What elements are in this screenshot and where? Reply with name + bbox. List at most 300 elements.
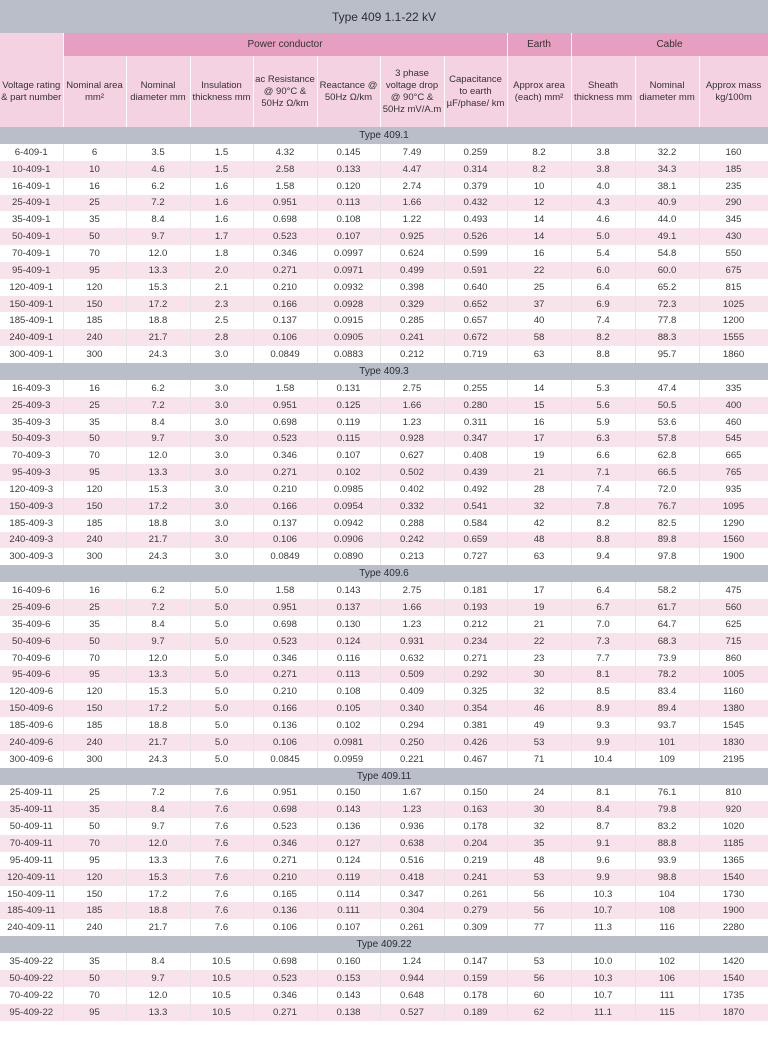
- table-cell: 0.0906: [317, 532, 380, 549]
- table-cell: 70: [63, 987, 126, 1004]
- table-cell: 9.9: [571, 734, 635, 751]
- table-cell: 0.153: [317, 970, 380, 987]
- table-cell: 0.181: [444, 582, 507, 599]
- table-cell: 16: [507, 245, 571, 262]
- section-header-row: [0, 768, 768, 785]
- table-cell: 0.212: [380, 346, 444, 363]
- table-row: [0, 666, 768, 683]
- table-cell: 5.3: [571, 380, 635, 397]
- table-cell: 35: [63, 211, 126, 228]
- table-cell: 5.0: [190, 683, 253, 700]
- table-cell: 150-409-11: [0, 886, 63, 903]
- table-cell: 16: [63, 178, 126, 195]
- table-cell: 0.294: [380, 717, 444, 734]
- table-cell: 300-409-6: [0, 751, 63, 768]
- table-cell: 9.7: [126, 431, 190, 448]
- table-cell: 0.119: [317, 414, 380, 431]
- table-cell: 8.4: [571, 801, 635, 818]
- table-cell: 8.5: [571, 683, 635, 700]
- table-cell: 120: [63, 683, 126, 700]
- table-cell: 0.147: [444, 953, 507, 970]
- table-cell: 21.7: [126, 532, 190, 549]
- table-cell: 5.0: [190, 582, 253, 599]
- table-cell: 53: [507, 869, 571, 886]
- table-cell: 93.7: [635, 717, 699, 734]
- table-cell: 240-409-11: [0, 919, 63, 936]
- table-cell: 1545: [699, 717, 768, 734]
- table-cell: 0.131: [317, 380, 380, 397]
- table-cell: 0.591: [444, 262, 507, 279]
- table-cell: 185: [63, 312, 126, 329]
- table-cell: 0.137: [253, 515, 317, 532]
- table-cell: 5.0: [190, 700, 253, 717]
- table-cell: 675: [699, 262, 768, 279]
- table-cell: 0.523: [253, 970, 317, 987]
- table-cell: 8.4: [126, 953, 190, 970]
- table-cell: 2195: [699, 751, 768, 768]
- table-cell: 0.311: [444, 414, 507, 431]
- table-cell: 0.698: [253, 616, 317, 633]
- table-cell: 1900: [699, 902, 768, 919]
- table-cell: 8.4: [126, 801, 190, 818]
- table-cell: 0.204: [444, 835, 507, 852]
- table-cell: 0.627: [380, 447, 444, 464]
- table-cell: 47.4: [635, 380, 699, 397]
- table-cell: 0.219: [444, 852, 507, 869]
- table-cell: 8.7: [571, 818, 635, 835]
- table-cell: 6.0: [571, 262, 635, 279]
- table-cell: 0.931: [380, 633, 444, 650]
- table-cell: 95-409-3: [0, 464, 63, 481]
- table-cell: 16-409-6: [0, 582, 63, 599]
- table-row: [0, 245, 768, 262]
- table-row: [0, 633, 768, 650]
- table-cell: 4.32: [253, 144, 317, 161]
- column-header: Nominal area mm²: [63, 56, 126, 127]
- table-cell: 93.9: [635, 852, 699, 869]
- table-cell: 7.6: [190, 886, 253, 903]
- table-cell: 3.0: [190, 431, 253, 448]
- table-cell: 0.309: [444, 919, 507, 936]
- table-cell: 10.4: [571, 751, 635, 768]
- table-cell: 0.124: [317, 852, 380, 869]
- table-cell: 2280: [699, 919, 768, 936]
- table-cell: 19: [507, 599, 571, 616]
- table-cell: 0.332: [380, 498, 444, 515]
- table-cell: 0.138: [317, 1004, 380, 1021]
- table-cell: 240-409-3: [0, 532, 63, 549]
- table-cell: 12.0: [126, 245, 190, 262]
- table-cell: 70: [63, 835, 126, 852]
- table-cell: 150-409-3: [0, 498, 63, 515]
- table-cell: 3.0: [190, 397, 253, 414]
- table-cell: 2.74: [380, 178, 444, 195]
- table-cell: 0.325: [444, 683, 507, 700]
- table-cell: 0.346: [253, 447, 317, 464]
- table-cell: 5.0: [190, 666, 253, 683]
- table-cell: 0.329: [380, 296, 444, 313]
- table-cell: 0.951: [253, 785, 317, 802]
- table-cell: 7.2: [126, 599, 190, 616]
- table-cell: 1.7: [190, 228, 253, 245]
- table-cell: 89.8: [635, 532, 699, 549]
- table-row: [0, 447, 768, 464]
- table-row: [0, 835, 768, 852]
- table-cell: 0.210: [253, 481, 317, 498]
- table-cell: 7.6: [190, 852, 253, 869]
- table-cell: 5.0: [190, 717, 253, 734]
- table-cell: 40.9: [635, 195, 699, 212]
- table-cell: 15: [507, 397, 571, 414]
- table-cell: 120-409-11: [0, 869, 63, 886]
- table-cell: 0.409: [380, 683, 444, 700]
- table-cell: 76.7: [635, 498, 699, 515]
- table-cell: 15.3: [126, 683, 190, 700]
- table-cell: 150: [63, 296, 126, 313]
- table-cell: 185: [699, 161, 768, 178]
- table-cell: 70-409-22: [0, 987, 63, 1004]
- table-cell: 240-409-6: [0, 734, 63, 751]
- table-cell: 625: [699, 616, 768, 633]
- table-cell: 34.3: [635, 161, 699, 178]
- table-title: Type 409 1.1-22 kV: [0, 0, 768, 33]
- table-cell: 0.516: [380, 852, 444, 869]
- table-cell: 1380: [699, 700, 768, 717]
- table-cell: 10.0: [571, 953, 635, 970]
- table-cell: 30: [507, 801, 571, 818]
- table-cell: 0.346: [253, 987, 317, 1004]
- table-cell: 6.7: [571, 599, 635, 616]
- table-cell: 1.58: [253, 582, 317, 599]
- table-cell: 18.8: [126, 312, 190, 329]
- table-cell: 0.0932: [317, 279, 380, 296]
- column-header: Approx mass kg/100m: [699, 56, 768, 127]
- group-earth: Earth: [507, 33, 571, 56]
- table-cell: 0.698: [253, 801, 317, 818]
- table-cell: 0.107: [317, 919, 380, 936]
- table-cell: 0.0942: [317, 515, 380, 532]
- table-cell: 0.526: [444, 228, 507, 245]
- table-row: [0, 987, 768, 1004]
- table-cell: 35: [63, 616, 126, 633]
- table-cell: 12.0: [126, 650, 190, 667]
- table-cell: 30: [507, 666, 571, 683]
- table-cell: 0.426: [444, 734, 507, 751]
- table-cell: 3.0: [190, 532, 253, 549]
- table-cell: 32: [507, 498, 571, 515]
- table-cell: 49: [507, 717, 571, 734]
- table-cell: 0.150: [317, 785, 380, 802]
- table-cell: 70-409-6: [0, 650, 63, 667]
- table-cell: 8.2: [507, 161, 571, 178]
- table-cell: 48: [507, 532, 571, 549]
- table-cell: 25: [63, 397, 126, 414]
- table-cell: 115: [635, 1004, 699, 1021]
- table-cell: 860: [699, 650, 768, 667]
- table-cell: 5.0: [190, 633, 253, 650]
- table-cell: 935: [699, 481, 768, 498]
- table-cell: 95-409-11: [0, 852, 63, 869]
- table-cell: 35-409-11: [0, 801, 63, 818]
- table-cell: 1870: [699, 1004, 768, 1021]
- table-cell: 765: [699, 464, 768, 481]
- table-row: [0, 700, 768, 717]
- table-cell: 17.2: [126, 700, 190, 717]
- table-cell: 0.108: [317, 211, 380, 228]
- table-cell: 0.0971: [317, 262, 380, 279]
- table-cell: 300: [63, 548, 126, 565]
- table-cell: 25: [63, 195, 126, 212]
- column-header: Sheath thickness mm: [571, 56, 635, 127]
- table-cell: 70-409-11: [0, 835, 63, 852]
- table-row: [0, 312, 768, 329]
- table-row: [0, 599, 768, 616]
- table-cell: 25-409-11: [0, 785, 63, 802]
- table-cell: 0.178: [444, 818, 507, 835]
- table-cell: 42: [507, 515, 571, 532]
- table-cell: 16: [63, 582, 126, 599]
- table-row: [0, 498, 768, 515]
- table-cell: 7.1: [571, 464, 635, 481]
- table-row: [0, 329, 768, 346]
- table-cell: 1.6: [190, 211, 253, 228]
- table-cell: 0.0997: [317, 245, 380, 262]
- table-cell: 32: [507, 818, 571, 835]
- table-cell: 1540: [699, 970, 768, 987]
- table-cell: 25-409-6: [0, 599, 63, 616]
- table-cell: 50: [63, 228, 126, 245]
- table-cell: 16-409-3: [0, 380, 63, 397]
- table-cell: 815: [699, 279, 768, 296]
- table-cell: 460: [699, 414, 768, 431]
- table-cell: 77: [507, 919, 571, 936]
- table-cell: 0.523: [253, 633, 317, 650]
- table-cell: 15.3: [126, 481, 190, 498]
- table-cell: 1555: [699, 329, 768, 346]
- table-cell: 10.5: [190, 987, 253, 1004]
- table-cell: 10.5: [190, 953, 253, 970]
- table-cell: 50-409-11: [0, 818, 63, 835]
- table-cell: 0.418: [380, 869, 444, 886]
- table-cell: 7.4: [571, 481, 635, 498]
- table-cell: 810: [699, 785, 768, 802]
- table-cell: 3.8: [571, 161, 635, 178]
- table-row: [0, 414, 768, 431]
- table-cell: 0.261: [380, 919, 444, 936]
- table-row: [0, 818, 768, 835]
- table-cell: 22: [507, 633, 571, 650]
- table-cell: 10.7: [571, 902, 635, 919]
- table-cell: 65.2: [635, 279, 699, 296]
- table-cell: 10.7: [571, 987, 635, 1004]
- table-cell: 7.6: [190, 902, 253, 919]
- table-cell: 17: [507, 431, 571, 448]
- table-row: [0, 734, 768, 751]
- table-cell: 150-409-6: [0, 700, 63, 717]
- table-cell: 6.2: [126, 380, 190, 397]
- table-cell: 88.3: [635, 329, 699, 346]
- table-row: [0, 886, 768, 903]
- table-cell: 63: [507, 346, 571, 363]
- table-cell: 0.210: [253, 869, 317, 886]
- table-row: [0, 397, 768, 414]
- table-cell: 0.523: [253, 431, 317, 448]
- table-cell: 89.4: [635, 700, 699, 717]
- table-cell: 35-409-6: [0, 616, 63, 633]
- table-cell: 6.4: [571, 582, 635, 599]
- table-cell: 16-409-1: [0, 178, 63, 195]
- table-cell: 0.271: [253, 262, 317, 279]
- table-cell: 1.5: [190, 161, 253, 178]
- table-row: [0, 431, 768, 448]
- table-cell: 0.189: [444, 1004, 507, 1021]
- table-cell: 4.47: [380, 161, 444, 178]
- table-cell: 95: [63, 666, 126, 683]
- table-cell: 102: [635, 953, 699, 970]
- table-cell: 0.124: [317, 633, 380, 650]
- column-header: Capacitance to earth µF/phase/ km: [444, 56, 507, 127]
- table-row: [0, 515, 768, 532]
- table-cell: 3.0: [190, 414, 253, 431]
- table-cell: 0.136: [253, 717, 317, 734]
- table-cell: 0.499: [380, 262, 444, 279]
- table-cell: 6.2: [126, 582, 190, 599]
- table-cell: 8.1: [571, 785, 635, 802]
- table-cell: 120: [63, 869, 126, 886]
- section-title: Type 409.6: [0, 565, 768, 582]
- table-cell: 7.7: [571, 650, 635, 667]
- table-cell: 0.648: [380, 987, 444, 1004]
- table-cell: 0.0883: [317, 346, 380, 363]
- table-cell: 6.3: [571, 431, 635, 448]
- table-cell: 1160: [699, 683, 768, 700]
- table-cell: 6.9: [571, 296, 635, 313]
- table-cell: 16: [507, 414, 571, 431]
- table-cell: 1185: [699, 835, 768, 852]
- table-cell: 5.4: [571, 245, 635, 262]
- table-cell: 5.0: [190, 616, 253, 633]
- section-header-row: [0, 127, 768, 144]
- table-cell: 83.4: [635, 683, 699, 700]
- table-cell: 4.6: [571, 211, 635, 228]
- table-row: [0, 683, 768, 700]
- table-cell: 1095: [699, 498, 768, 515]
- table-cell: 50-409-1: [0, 228, 63, 245]
- table-cell: 21: [507, 464, 571, 481]
- table-cell: 7.6: [190, 801, 253, 818]
- table-cell: 0.432: [444, 195, 507, 212]
- table-cell: 22: [507, 262, 571, 279]
- table-cell: 0.166: [253, 296, 317, 313]
- table-cell: 0.659: [444, 532, 507, 549]
- table-cell: 0.314: [444, 161, 507, 178]
- section-header-row: [0, 363, 768, 380]
- table-cell: 120: [63, 279, 126, 296]
- table-row: [0, 902, 768, 919]
- table-cell: 1540: [699, 869, 768, 886]
- table-cell: 50.5: [635, 397, 699, 414]
- table-cell: 0.261: [444, 886, 507, 903]
- table-cell: 0.165: [253, 886, 317, 903]
- table-cell: 13.3: [126, 666, 190, 683]
- section-header-row: [0, 565, 768, 582]
- table-cell: 5.6: [571, 397, 635, 414]
- table-cell: 79.8: [635, 801, 699, 818]
- table-cell: 1.6: [190, 195, 253, 212]
- table-cell: 0.178: [444, 987, 507, 1004]
- table-cell: 11.1: [571, 1004, 635, 1021]
- table-cell: 97.8: [635, 548, 699, 565]
- table-cell: 50: [63, 633, 126, 650]
- table-cell: 0.0959: [317, 751, 380, 768]
- table-cell: 18.8: [126, 902, 190, 919]
- table-cell: 6-409-1: [0, 144, 63, 161]
- table-cell: 9.7: [126, 970, 190, 987]
- table-cell: 300: [63, 346, 126, 363]
- table-cell: 0.212: [444, 616, 507, 633]
- table-cell: 50-409-22: [0, 970, 63, 987]
- table-cell: 1.8: [190, 245, 253, 262]
- table-row: [0, 582, 768, 599]
- table-row: [0, 279, 768, 296]
- table-cell: 7.6: [190, 919, 253, 936]
- table-cell: 120-409-1: [0, 279, 63, 296]
- table-cell: 0.0981: [317, 734, 380, 751]
- table-cell: 32: [507, 683, 571, 700]
- table-cell: 64.7: [635, 616, 699, 633]
- section-title: Type 409.3: [0, 363, 768, 380]
- table-cell: 0.125: [317, 397, 380, 414]
- table-cell: 7.6: [190, 869, 253, 886]
- table-cell: 4.3: [571, 195, 635, 212]
- table-cell: 0.292: [444, 666, 507, 683]
- table-cell: 0.150: [444, 785, 507, 802]
- table-cell: 7.2: [126, 397, 190, 414]
- table-row: [0, 144, 768, 161]
- table-cell: 715: [699, 633, 768, 650]
- table-cell: 3.0: [190, 515, 253, 532]
- table-cell: 6.4: [571, 279, 635, 296]
- table-row: [0, 548, 768, 565]
- table-cell: 1.23: [380, 616, 444, 633]
- table-row: [0, 1004, 768, 1021]
- table-cell: 0.509: [380, 666, 444, 683]
- table-cell: 56: [507, 970, 571, 987]
- table-cell: 7.8: [571, 498, 635, 515]
- table-cell: 1.58: [253, 178, 317, 195]
- table-cell: 3.0: [190, 498, 253, 515]
- column-header: Voltage rating & part number: [0, 56, 63, 127]
- table-cell: 56: [507, 902, 571, 919]
- table-cell: 13.3: [126, 262, 190, 279]
- table-cell: 62: [507, 1004, 571, 1021]
- table-cell: 95: [63, 1004, 126, 1021]
- table-cell: 14: [507, 211, 571, 228]
- table-cell: 345: [699, 211, 768, 228]
- table-cell: 290: [699, 195, 768, 212]
- table-cell: 0.467: [444, 751, 507, 768]
- table-cell: 9.7: [126, 818, 190, 835]
- table-cell: 0.304: [380, 902, 444, 919]
- table-cell: 240: [63, 532, 126, 549]
- table-cell: 25-409-3: [0, 397, 63, 414]
- table-cell: 240: [63, 329, 126, 346]
- table-cell: 0.928: [380, 431, 444, 448]
- table-cell: 49.1: [635, 228, 699, 245]
- table-cell: 0.114: [317, 886, 380, 903]
- table-cell: 0.719: [444, 346, 507, 363]
- table-cell: 1.22: [380, 211, 444, 228]
